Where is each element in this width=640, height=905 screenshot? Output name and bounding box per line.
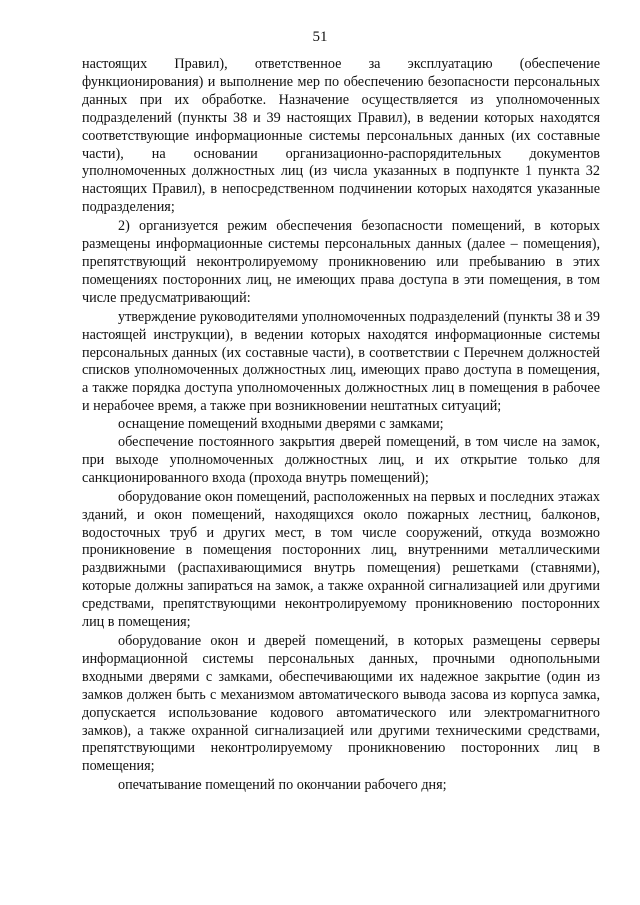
paragraph-continuation: настоящих Правил), ответственное за эксплуатацию (обеспечение функционирования) и выполнение мер по обеспечению безопасности персональных данных при их обработке. Назначение осуществляется из уполномоченных подразделений (пункты 38 и 39 настоящих Правил), в ведении которых находятся соответствующие информационные системы персональных данных (их составные части), на основании организационно-распорядительных документов уполномоченных должностных лиц (из числа указанных в подпункте 1 пункта 32 настоящих Правил), в непосредственном подчинении которых находятся указанные подразделения; xyxy=(82,56,600,216)
paragraph-sealing-rooms: опечатывание помещений по окончании рабочего дня; xyxy=(118,777,447,794)
paragraph-approval-of-lists: утверждение руководителями уполномоченных подразделений (пункты 38 и 39 настоящей инструкции), в ведении которых находятся информационные системы персональных данных (их составные части), в соответствии с Перечнем должностей списков уполномоченных должностных лиц, имеющих право доступа в помещения, а также порядка доступа уполномоченных должностных лиц в помещения в рабочее и нерабочее время, а также при возникновении нештатных ситуаций; xyxy=(82,308,600,415)
paragraph-server-room-doors: оборудование окон и дверей помещений, в которых размещены серверы информационной системы персональных данных, прочными однопольными входными дверями с замками, обеспечивающими их надежное закрытие (один из замков должен быть с механизмом автоматического вывода засова из корпуса замка, допускается использование кодового автоматического или электромагнитного замков), а также охранной сигнализацией или другими техническими средствами, препятствующими неконтролируемому проникновению посторонних лиц в помещения; xyxy=(82,633,600,775)
paragraph-entrance-doors: оснащение помещений входными дверями с замками; xyxy=(118,416,444,433)
page-number: 51 xyxy=(312,29,328,45)
document-body xyxy=(82,56,600,795)
paragraph-door-closing: обеспечение постоянного закрытия дверей помещений, в том числе на замок, при выходе уполномоченных должностных лиц, и их открытие только для санкционированного входа (прохода внутрь помещений); xyxy=(82,434,600,486)
paragraph-item-2: 2) организуется режим обеспечения безопасности помещений, в которых размещены информационные системы персональных данных (далее – помещения), препятствующий неконтролируемому проникновению или пребыванию в этих помещениях посторонних лиц, не имеющих права доступа в эти помещения, в том числе предусматривающий: xyxy=(82,218,600,306)
paragraph-window-equipment: оборудование окон помещений, расположенных на первых и последних этажах зданий, и окон помещений, находящихся около пожарных лестниц, балконов, водосточных труб и других мест, в том числе сооружений, откуда возможно проникновение в помещения посторонних лиц, внутренними металлическими раздвижными (распахивающимися внутрь помещения) решетками (ставнями), которые должны запираться на замок, а также охранной сигнализацией или другими средствами, препятствующими неконтролируемому проникновению посторонних лиц в помещения; xyxy=(82,488,600,631)
